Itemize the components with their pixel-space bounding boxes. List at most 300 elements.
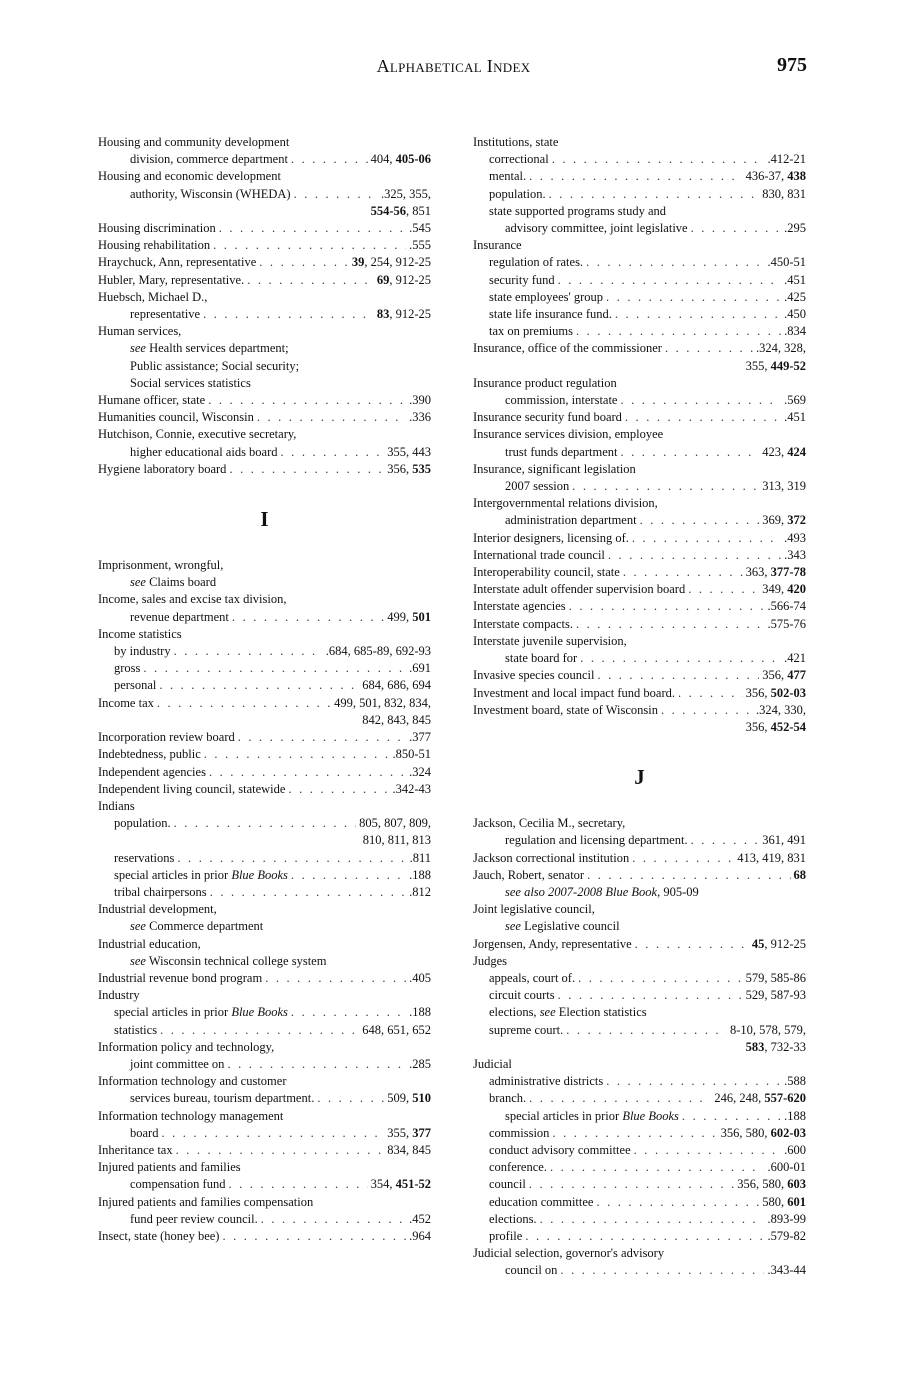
index-row [473, 530, 806, 547]
index-term: by industry [114, 644, 171, 659]
dot-leader [529, 168, 742, 185]
page-refs: .421 [784, 651, 806, 666]
dot-leader [608, 547, 781, 564]
index-term: compensation fund [130, 1177, 226, 1192]
index-row [473, 867, 806, 884]
page-refs: .893-99 [767, 1211, 806, 1226]
page-refs: .450-51 [767, 255, 806, 270]
index-term: higher educational aids board [130, 444, 278, 459]
index-row [98, 729, 431, 746]
index-term: Hraychuck, Ann, representative [98, 255, 257, 270]
index-entry [473, 375, 806, 409]
page-refs: 69, 912-25 [376, 272, 431, 287]
page-refs: 529, 587-93 [745, 988, 806, 1003]
index-term: Independent agencies [98, 764, 206, 779]
dot-leader [549, 186, 760, 203]
page-refs: 356, 580, 603 [737, 1177, 806, 1192]
index-entry [98, 1108, 431, 1142]
index-entry [473, 461, 806, 495]
page-refs: 356, 580, 602-03 [720, 1125, 806, 1140]
page-refs: .566-74 [767, 599, 806, 614]
index-entry [473, 237, 806, 340]
dot-leader [634, 1142, 781, 1159]
index-term: state life insurance fund. [489, 307, 612, 322]
dot-leader [632, 530, 781, 547]
index-row [98, 1176, 431, 1193]
page-refs: 39, 254, 912-25 [351, 255, 431, 270]
dot-leader [665, 340, 753, 357]
index-term: mental. [489, 169, 527, 184]
cross-reference: see Health services department; [130, 341, 289, 356]
page-refs-continued: 583, 732-33 [745, 1039, 806, 1054]
index-term: conduct advisory committee [489, 1142, 631, 1157]
index-term: population. [489, 186, 546, 201]
dot-leader [176, 1142, 385, 1159]
dot-leader [229, 461, 384, 478]
dot-leader [552, 1125, 717, 1142]
dot-leader [623, 564, 743, 581]
index-row [473, 512, 806, 529]
page-refs: 684, 686, 694 [362, 678, 431, 693]
index-row [98, 272, 431, 289]
index-term: fund peer review council. [130, 1211, 258, 1226]
page-refs: .295 [784, 221, 806, 236]
index-term: Interstate compacts. [473, 616, 573, 631]
page-refs: .285 [409, 1056, 431, 1071]
index-entry [473, 547, 806, 564]
index-row [473, 340, 806, 357]
index-entry [473, 685, 806, 702]
index-term: 2007 session [505, 479, 570, 494]
index-entry [98, 289, 431, 323]
index-term: Jauch, Robert, senator [473, 867, 585, 882]
spacer [473, 736, 806, 765]
dot-leader [640, 512, 760, 529]
page-refs: 579, 585-86 [745, 970, 806, 985]
entry-heading: Information technology and customer [98, 1074, 287, 1089]
dot-leader [529, 1090, 711, 1107]
cross-reference: see Legislative council [505, 919, 620, 934]
dot-leader [566, 1022, 727, 1039]
index-entry [98, 1142, 431, 1159]
page-refs-continued: 810, 811, 813 [362, 833, 431, 848]
page-refs: .812 [409, 884, 431, 899]
index-entry [98, 254, 431, 271]
page-refs: 830, 831 [762, 186, 806, 201]
page-refs: 369, 372 [762, 513, 806, 528]
index-entry [473, 1245, 806, 1279]
page-refs: .336 [409, 410, 431, 425]
cross-reference: Public assistance; Social security; [130, 358, 300, 373]
index-column-left [98, 134, 431, 1245]
page-refs: .691 [409, 661, 431, 676]
page-refs: .579-82 [767, 1228, 806, 1243]
index-row [473, 220, 806, 237]
dot-leader [209, 764, 406, 781]
index-row [98, 781, 431, 798]
page-refs: .188 [409, 867, 431, 882]
index-row [98, 660, 431, 677]
index-term: supreme court. [489, 1022, 564, 1037]
index-column-right [473, 134, 806, 1280]
page-refs: .405 [409, 970, 431, 985]
dot-leader [177, 850, 406, 867]
index-row [98, 392, 431, 409]
dot-leader [560, 1262, 764, 1279]
entry-heading: Industrial development, [98, 902, 217, 917]
dot-leader [294, 186, 378, 203]
index-entry [98, 1073, 431, 1107]
index-entry [98, 626, 431, 695]
index-entry [473, 409, 806, 426]
entry-heading: Joint legislative council, [473, 902, 595, 917]
index-term: elections. [489, 1211, 537, 1226]
entry-heading: Judicial [473, 1056, 512, 1071]
dot-leader [157, 695, 331, 712]
entry-heading: Interstate juvenile supervision, [473, 633, 627, 648]
index-row [473, 581, 806, 598]
index-entry [98, 987, 431, 1039]
index-term: branch. [489, 1091, 527, 1106]
dot-leader [632, 850, 734, 867]
index-row [98, 409, 431, 426]
index-row [473, 392, 806, 409]
dot-leader [540, 1211, 765, 1228]
dot-leader [596, 1194, 759, 1211]
index-term: Invasive species council [473, 668, 595, 683]
index-row [98, 220, 431, 237]
spacer [98, 531, 431, 557]
running-head [0, 54, 907, 84]
page-refs: 354, 451-52 [370, 1177, 431, 1192]
page-refs: .342-43 [392, 781, 431, 796]
entry-heading: Jackson, Cecilia M., secretary, [473, 816, 626, 831]
index-row [473, 478, 806, 495]
dot-leader [159, 677, 359, 694]
index-term: representative [130, 307, 201, 322]
page-refs: .600-01 [767, 1160, 806, 1175]
index-term: Insurance, office of the commissioner [473, 341, 662, 356]
dot-leader [222, 1228, 406, 1245]
dot-leader [606, 289, 781, 306]
page-refs: .188 [409, 1005, 431, 1020]
index-row [473, 1159, 806, 1176]
index-entry [473, 530, 806, 547]
dot-leader [317, 1090, 384, 1107]
index-row [473, 616, 806, 633]
entry-heading: Institutions, state [473, 135, 559, 149]
page-refs: .325, 355, [381, 186, 431, 201]
index-term: security fund [489, 272, 555, 287]
page-refs: 499, 501 [387, 609, 431, 624]
index-row [98, 186, 431, 203]
index-term: Interstate adult offender supervision board [473, 582, 686, 597]
index-term: regulation and licensing department. [505, 833, 688, 848]
index-term: council [489, 1177, 526, 1192]
entry-heading: Huebsch, Michael D., [98, 289, 208, 304]
index-term: tribal chairpersons [114, 884, 207, 899]
entry-heading: Income, sales and excise tax division, [98, 592, 287, 607]
index-entry [473, 598, 806, 615]
index-term: Humanities council, Wisconsin [98, 410, 254, 425]
page-refs: 805, 807, 809, [359, 816, 431, 831]
page-refs: .588 [784, 1074, 806, 1089]
index-row [473, 564, 806, 581]
index-row [98, 677, 431, 694]
index-term: special articles in prior Blue Books [114, 867, 288, 882]
page-refs: .850-51 [392, 747, 431, 762]
index-row [98, 1211, 431, 1228]
entry-heading: Intergovernmental relations division, [473, 496, 658, 511]
index-term: gross [114, 661, 141, 676]
sub-entry-line: state supported programs study and [489, 203, 667, 218]
index-entry [98, 557, 431, 591]
page-refs-continued: 355, 449-52 [745, 358, 806, 373]
index-term: joint committee on [130, 1056, 225, 1071]
index-row [473, 1262, 806, 1279]
dot-leader [606, 1073, 781, 1090]
dot-leader [227, 1056, 406, 1073]
index-term: advisory committee, joint legislative [505, 221, 688, 236]
dot-leader [247, 272, 374, 289]
dot-leader [238, 729, 406, 746]
page-refs: 361, 491 [762, 833, 806, 848]
index-entry [473, 581, 806, 598]
index-row [98, 764, 431, 781]
index-term: reservations [114, 850, 175, 865]
index-entry [98, 746, 431, 763]
index-term: authority, Wisconsin (WHEDA) [130, 186, 291, 201]
page-refs: .811 [409, 850, 431, 865]
dot-leader [682, 1108, 781, 1125]
index-row [98, 867, 431, 884]
index-row [473, 832, 806, 849]
index-entry [473, 815, 806, 849]
index-term: Housing discrimination [98, 221, 216, 236]
index-entry [98, 729, 431, 746]
entry-heading: Insurance [473, 238, 522, 253]
index-term: Investment and local impact fund board. [473, 685, 676, 700]
dot-leader [291, 151, 368, 168]
page-refs: 404, 405-06 [370, 152, 431, 167]
entry-heading: Judicial selection, governor's advisory [473, 1246, 665, 1261]
dot-leader [228, 1176, 367, 1193]
index-row [98, 1228, 431, 1245]
index-entry [98, 1159, 431, 1193]
index-term: Jorgensen, Andy, representative [473, 936, 632, 951]
dot-leader [587, 867, 790, 884]
index-row [98, 151, 431, 168]
index-entry [473, 901, 806, 935]
dot-leader [625, 409, 781, 426]
index-row [473, 186, 806, 203]
index-entry [473, 867, 806, 901]
index-row [98, 884, 431, 901]
dot-leader [219, 220, 406, 237]
index-term: board [130, 1125, 159, 1140]
index-row [98, 746, 431, 763]
page-refs: .324, 330, [756, 702, 806, 717]
page-refs: .188 [784, 1108, 806, 1123]
index-row [98, 1142, 431, 1159]
page-refs: .451 [784, 272, 806, 287]
dot-leader [213, 237, 406, 254]
page-refs: 8-10, 578, 579, [729, 1022, 806, 1037]
page-refs: .569 [784, 393, 806, 408]
page-refs: 83, 912-25 [376, 307, 431, 322]
dot-leader [291, 867, 406, 884]
index-term: Insect, state (honey bee) [98, 1228, 220, 1243]
index-entry [98, 1194, 431, 1228]
index-term: population. [114, 816, 171, 831]
index-term: state board for [505, 651, 578, 666]
entry-heading: Income statistics [98, 626, 182, 641]
page-refs: 648, 651, 652 [362, 1022, 431, 1037]
index-row [473, 272, 806, 289]
page-refs: 355, 443 [387, 444, 431, 459]
page-refs: .600 [784, 1142, 806, 1157]
index-entry [473, 667, 806, 684]
dot-leader [174, 815, 357, 832]
index-entry [98, 426, 431, 460]
index-entry [98, 1039, 431, 1073]
index-term: correctional [489, 152, 549, 167]
page-refs: 834, 845 [387, 1142, 431, 1157]
index-row [473, 936, 806, 953]
index-entry [98, 591, 431, 625]
cross-reference: see Wisconsin technical college system [130, 953, 327, 968]
index-entry [98, 168, 431, 220]
page-refs: 363, 377-78 [745, 565, 806, 580]
cross-reference: see also 2007-2008 Blue Book, 905-09 [505, 884, 699, 899]
index-entry [473, 953, 806, 1056]
dot-leader [558, 987, 743, 1004]
index-row [98, 1125, 431, 1142]
section-letter-i: I [260, 507, 269, 532]
index-entry [98, 220, 431, 237]
index-term: commission, interstate [505, 393, 618, 408]
entry-heading: Imprisonment, wrongful, [98, 558, 224, 573]
dot-leader [259, 254, 349, 271]
page-refs: 246, 248, 557-620 [714, 1091, 806, 1106]
index-entry [98, 936, 431, 970]
page-refs-continued: 842, 843, 845 [362, 712, 431, 727]
index-row [98, 237, 431, 254]
index-term: Independent living council, statewide [98, 781, 286, 796]
entry-heading: Judges [473, 953, 508, 968]
index-term: revenue department [130, 609, 229, 624]
index-term: services bureau, tourism department. [130, 1091, 315, 1106]
index-entry [98, 461, 431, 478]
index-entry [473, 616, 806, 633]
index-term: Humane officer, state [98, 393, 206, 408]
dot-leader [569, 598, 765, 615]
index-row [473, 650, 806, 667]
page-refs: .545 [409, 221, 431, 236]
dot-leader [688, 581, 759, 598]
page-refs: 355, 377 [387, 1125, 431, 1140]
dot-leader [160, 1022, 359, 1039]
index-term: Interoperability council, state [473, 565, 620, 580]
dot-leader [691, 220, 782, 237]
dot-leader [572, 478, 759, 495]
spacer [98, 478, 431, 507]
index-row [473, 409, 806, 426]
dot-leader [552, 151, 765, 168]
index-row [98, 695, 431, 712]
cross-reference: Social services statistics [130, 375, 251, 390]
dot-leader [208, 392, 406, 409]
entry-heading: Insurance product regulation [473, 375, 617, 390]
index-entry [473, 495, 806, 529]
entry-heading: Industrial education, [98, 936, 201, 951]
index-row [473, 850, 806, 867]
index-term: profile [489, 1228, 523, 1243]
dot-leader [174, 643, 323, 660]
page-refs: .555 [409, 238, 431, 253]
page-refs: .343-44 [767, 1263, 806, 1278]
dot-leader [550, 1159, 765, 1176]
index-row [98, 643, 431, 660]
index-entry [98, 1228, 431, 1245]
index-row [98, 1090, 431, 1107]
index-term: division, commerce department [130, 152, 288, 167]
index-term: Hubler, Mary, representative. [98, 272, 245, 287]
dot-leader [261, 1211, 406, 1228]
index-row [473, 1108, 806, 1125]
page-refs: 349, 420 [762, 582, 806, 597]
index-term: conference. [489, 1160, 547, 1175]
dot-leader [691, 832, 760, 849]
index-row [473, 1176, 806, 1193]
index-row [473, 970, 806, 987]
page-refs: .324, 328, [756, 341, 806, 356]
page-refs: 580, 601 [762, 1194, 806, 1209]
page-refs: 356, 477 [762, 668, 806, 683]
dot-leader [232, 609, 384, 626]
index-entry [98, 970, 431, 987]
page-refs: .452 [409, 1211, 431, 1226]
index-entry [98, 237, 431, 254]
page-refs: .451 [784, 410, 806, 425]
page-refs: 356, 502-03 [745, 685, 806, 700]
index-term: statistics [114, 1022, 158, 1037]
cross-reference: see Commerce department [130, 919, 264, 934]
entry-heading: Injured patients and families compensation [98, 1194, 314, 1209]
index-row [473, 1125, 806, 1142]
index-entry [98, 901, 431, 935]
index-entry [98, 392, 431, 409]
dot-leader [210, 884, 406, 901]
index-term: Investment board, state of Wisconsin [473, 702, 658, 717]
page-refs: 413, 419, 831 [737, 850, 806, 865]
index-term: Industrial revenue bond program [98, 970, 263, 985]
entry-heading: Insurance services division, employee [473, 427, 664, 442]
page-refs: 45, 912-25 [751, 936, 806, 951]
page-refs: .964 [409, 1228, 431, 1243]
index-term: International trade council [473, 547, 605, 562]
dot-leader [620, 392, 781, 409]
dot-leader [525, 1228, 764, 1245]
index-row [473, 702, 806, 719]
entry-heading: Human services, [98, 324, 182, 339]
index-row [473, 323, 806, 340]
index-row [473, 1228, 806, 1245]
dot-leader [586, 254, 764, 271]
dot-leader [661, 702, 753, 719]
index-term: personal [114, 678, 157, 693]
entry-heading: Hutchison, Connie, executive secretary, [98, 427, 297, 442]
